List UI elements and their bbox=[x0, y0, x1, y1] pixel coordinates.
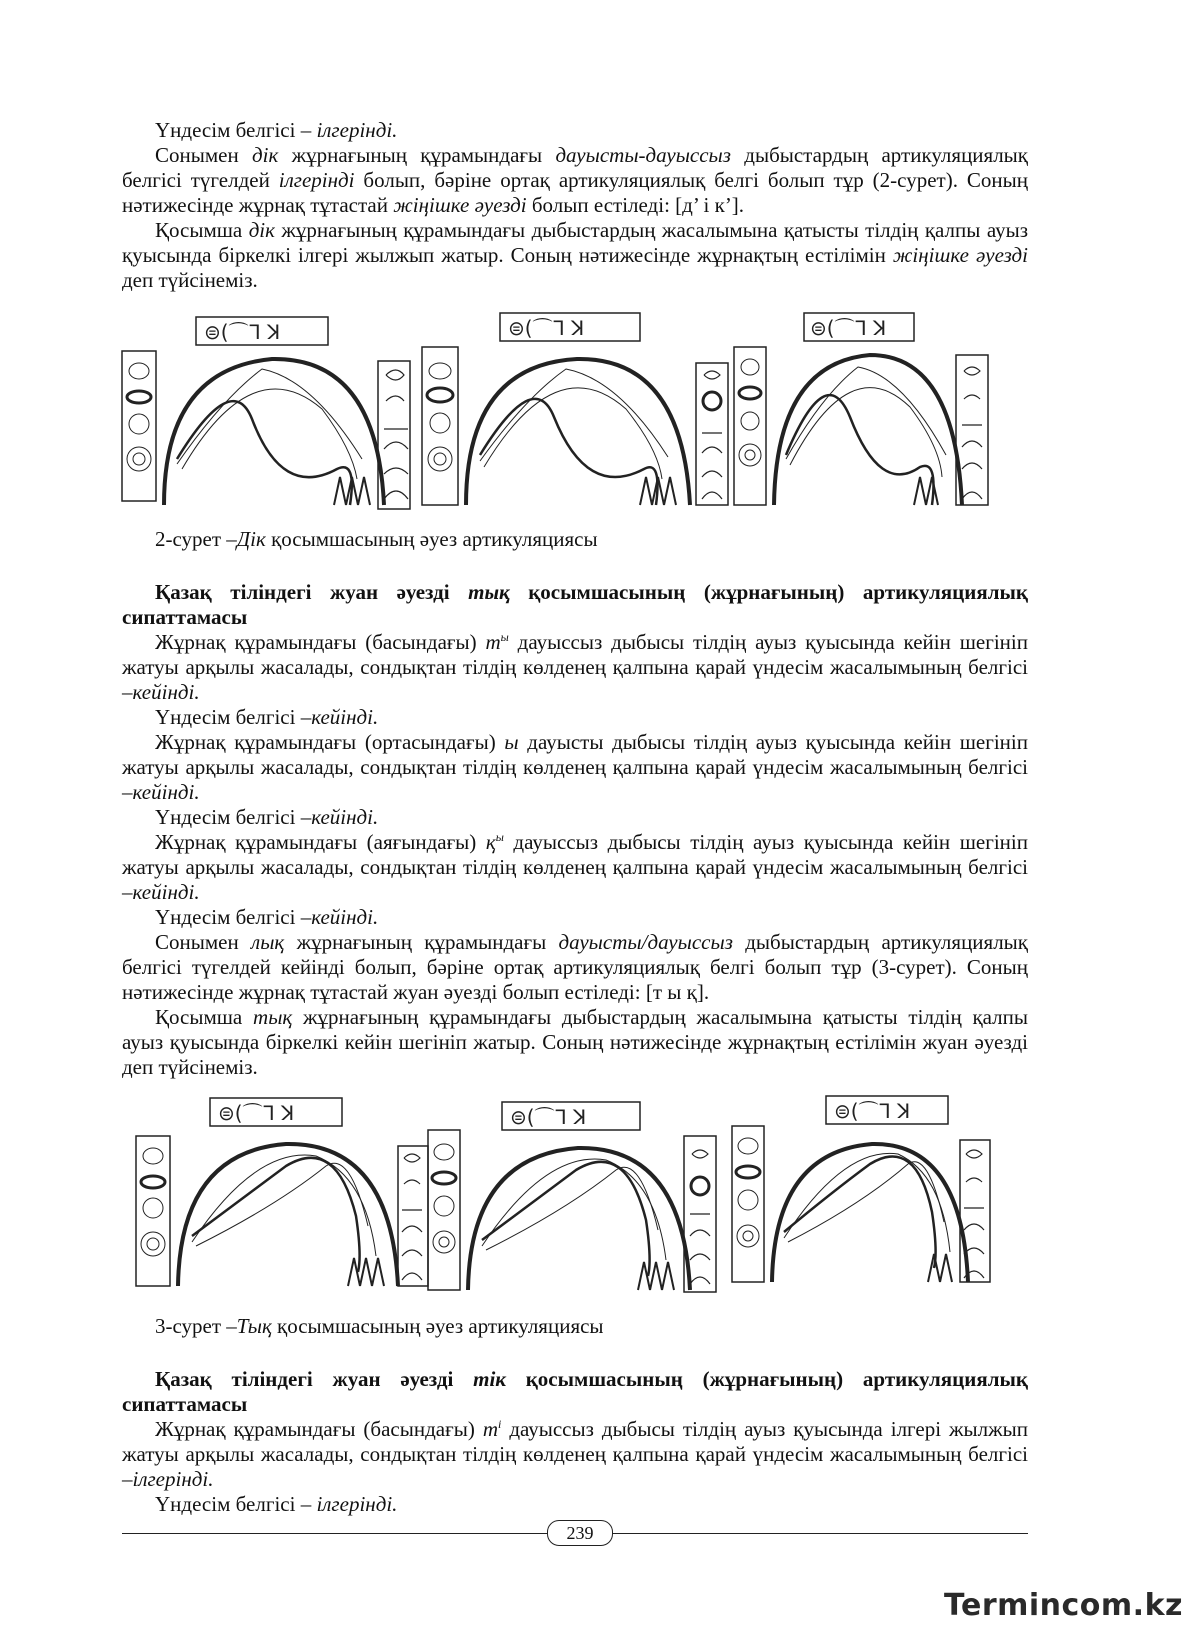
svg-text:⊜(⌒ᒣ ꓘ: ⊜(⌒ᒣ ꓘ bbox=[834, 1099, 911, 1123]
articulation-panel bbox=[136, 1098, 428, 1286]
svg-text:⊜(⌒ᒣ ꓘ: ⊜(⌒ᒣ ꓘ bbox=[204, 320, 281, 344]
figure-2-articulation-diagrams bbox=[122, 309, 1028, 517]
page-content bbox=[122, 118, 1028, 1517]
articulation-panel bbox=[428, 1102, 716, 1292]
section-heading: Қазақ тіліндегі жуан әуезді тік қосымшасының (жұрнағының) артикуляциялық сипаттамасы bbox=[122, 1367, 1028, 1416]
articulation-panel bbox=[422, 313, 766, 505]
paragraph: Жұрнақ құрамындағы (басындағы) $т^і$ дауыссыз дыбысы тілдің ауыз қуысында ілгері жылжып жатуы арқылы жасалады, сондықтан тілдің көлденең қалпына қарай үндесім жасалымының белгісі –ілгерінді. bbox=[122, 1417, 1028, 1491]
articulation-panel bbox=[732, 1096, 990, 1282]
page-footer bbox=[122, 1520, 1028, 1550]
svg-text:⊜(⌒ᒣ ꓘ: ⊜(⌒ᒣ ꓘ bbox=[810, 316, 887, 340]
paragraph: Үндесім белгісі – ілгерінді. bbox=[155, 118, 398, 142]
figure-2-caption: 2-сурет –Дік қосымшасының әуез артикуляциясы bbox=[155, 527, 598, 551]
paragraph: Қосымша дік жұрнағының құрамындағы дыбыстардың жасалымына қатысты тілдің қалпы ауыз қуысында біркелкі ілгері жылжып жатыр. Соның нәтижесінде жұрнақтың естілімін жіңішке әуезді деп түйсінеміз. bbox=[122, 218, 1029, 292]
articulation-panel bbox=[774, 313, 988, 505]
paragraph: Үндесім белгісі –кейінді. bbox=[155, 705, 379, 729]
paragraph: Үндесім белгісі –кейінді. bbox=[155, 805, 379, 829]
articulation-illustration bbox=[122, 1096, 1028, 1304]
paragraph: Жұрнақ құрамындағы (аяғындағы) $қ^ы$ дауыссыз дыбысы тілдің ауыз қуысында кейін шегініп жатуы арқылы жасалады, сондықтан тілдің көлденең қалпына қарай үндесім жасалымының белгісі –кейінді. bbox=[122, 830, 1028, 904]
articulation-illustration bbox=[122, 309, 1028, 517]
paragraph: Қосымша тық жұрнағының құрамындағы дыбыстардың жасалымына қатысты тілдің қалпы ауыз қуысында біркелкі кейін шегініп жатыр. Соның нәтижесінде жұрнақтың естілімін жуан әуезді деп түйсінеміз. bbox=[122, 1005, 1028, 1079]
section-heading: Қазақ тіліндегі жуан әуезді тық қосымшасының (жұрнағының) артикуляциялық сипаттамасы bbox=[122, 580, 1028, 629]
figure-3-caption: 3-сурет –Тық қосымшасының әуез артикуляциясы bbox=[155, 1314, 604, 1338]
paragraph: Сонымен дік жұрнағының құрамындағы дауысты-дауыссыз дыбыстардың артикуляциялық белгісі түгелдей ілгерінді болып, бәріне ортақ артикуляциялық белгі болып тұр (2-сурет). Соның нәтижесінде жұрнақ тұтастай жіңішке әуезді болып естіледі: [д’ і к’]. bbox=[122, 143, 1028, 217]
svg-text:⊜(⌒ᒣ ꓘ: ⊜(⌒ᒣ ꓘ bbox=[508, 316, 585, 340]
svg-text:⊜(⌒ᒣ ꓘ: ⊜(⌒ᒣ ꓘ bbox=[218, 1101, 295, 1125]
svg-text:⊜(⌒ᒣ ꓘ: ⊜(⌒ᒣ ꓘ bbox=[510, 1105, 587, 1129]
paragraph: Жұрнақ құрамындағы (басындағы) $т^ы$ дауыссыз дыбысы тілдің ауыз қуысында кейін шегініп жатуы арқылы жасалады, сондықтан тілдің көлденең қалпына қарай үндесім жасалымының белгісі –кейінді. bbox=[122, 630, 1028, 704]
paragraph: Үндесім белгісі –кейінді. bbox=[155, 905, 379, 929]
brand-watermark: Termincom.kz bbox=[944, 1588, 1183, 1623]
page-number: 239 bbox=[547, 1520, 613, 1546]
figure-3-articulation-diagrams bbox=[122, 1096, 1028, 1304]
paragraph: Жұрнақ құрамындағы (ортасындағы) ы дауысты дыбысы тілдің ауыз қуысында кейін шегініп жатуы арқылы жасалады, сондықтан тілдің көлденең қалпына қарай үндесім жасалымының белгісі –кейінді. bbox=[122, 730, 1028, 804]
articulation-panel bbox=[122, 317, 410, 509]
paragraph: Үндесім белгісі – ілгерінді. bbox=[155, 1492, 398, 1516]
paragraph: Сонымен лық жұрнағының құрамындағы дауысты/дауыссыз дыбыстардың артикуляциялық белгісі түгелдей кейінді болып, бәріне ортақ артикуляциялық белгі болып тұр (3-сурет). Соның нәтижесінде жұрнақ тұтастай жуан әуезді болып естіледі: [т ы қ]. bbox=[122, 930, 1028, 1004]
